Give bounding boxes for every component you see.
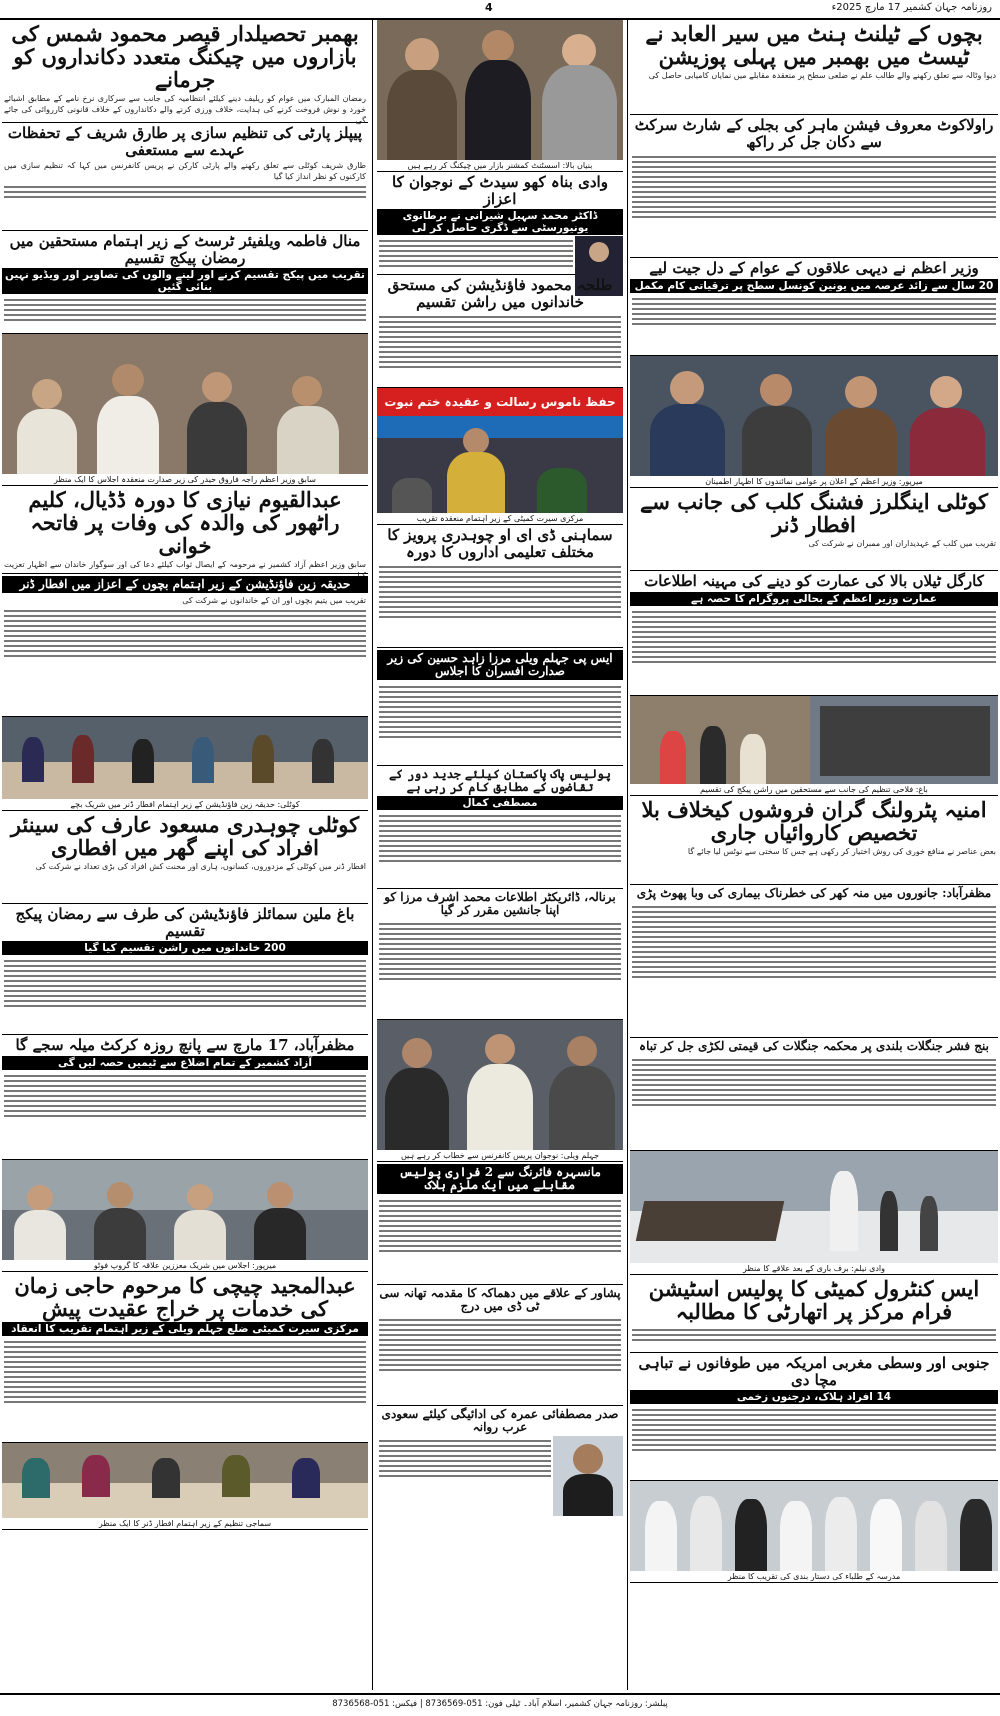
story-body: تقریب میں یتیم بچوں اور ان کے خاندانوں نے شرکت کی	[182, 596, 366, 606]
story-subheadline: مصطفی کمال	[377, 796, 623, 810]
news-story	[377, 768, 623, 889]
story-body: طارق شریف کوٹلی سے تعلق رکھنے والے پارٹی کارکن نے پریس کانفرنس میں کہا کہ تنظیم سازی میں کارکنوں کو نظر انداز کیا گیا	[4, 161, 366, 181]
news-story	[630, 573, 998, 696]
column-rule	[627, 20, 628, 1690]
news-story	[630, 1040, 998, 1151]
story-headline: مانسہرہ فائرنگ سے 2 فراری پولیس مقابلے میں ایک ملزم ہلاک	[377, 1164, 623, 1194]
story-subheadline: عمارت وزیر اعظم کے بحالی پروگرام کا حصہ ہے	[630, 592, 998, 606]
news-story	[377, 1287, 623, 1406]
story-headline: جنوبی اور وسطی مغربی امریکہ میں طوفانوں نے تباہی مچا دی	[638, 1354, 990, 1389]
story-subheadline: 14 افراد ہلاک، درجنوں زخمی	[630, 1390, 998, 1404]
news-photo	[2, 1443, 368, 1518]
photo-caption: کوٹلی: حدیقہ زین فاؤنڈیشن کے زیر اہتمام افطار ڈنر میں شریک بچے	[2, 799, 368, 811]
photo-caption: سماجی تنظیم کے زیر اہتمام افطار ڈنر کا ایک منظر	[2, 1518, 368, 1530]
right-column	[630, 20, 998, 1690]
story-headline: پولیس پاک پاکستان کیلئے جدید دور کے تقاضوں کے مطابق کام کر رہی ہے	[389, 767, 611, 795]
story-body: افطار ڈنر میں کوٹلی کے مزدوروں، کسانوں، ہاری اور محنت کش افراد کی بڑی تعداد نے شرکت کی	[35, 862, 366, 872]
story-body: بعض عناصر نے منافع خوری کی روش اختیار کر رکھی ہے جس کا سختی سے نوٹس لیا جائے گا	[687, 847, 996, 857]
news-story	[2, 488, 368, 574]
story-headline: کوٹلی چوہدری مسعود عارف کی سینئر افراد کی اپنے گھر میں افطاری	[10, 812, 360, 861]
story-headline: منال فاطمہ ویلفیئر ٹرسٹ کے زیر اہتمام مستحقین میں رمضان پیکج تقسیم	[9, 232, 361, 267]
story-headline: پشاور کے علاقے میں دھماکہ کا مقدمہ تھانہ سی ٹی ڈی میں درج	[379, 1286, 621, 1314]
story-headline: کارگل ٹیلاں بالا کی عمارت کو دینے کی مہینہ اطلاعات	[644, 572, 984, 590]
news-photo	[630, 1151, 998, 1263]
story-headline: حدیقہ زین فاؤنڈیشن کے زیر اہتمام بچوں کے اعزاز میں افطار ڈنر	[2, 576, 368, 593]
story-headline: برنالہ، ڈائریکٹر اطلاعات محمد اشرف مرزا کو اپنا جانشین مقرر کر گیا	[384, 890, 616, 918]
story-body: تقریب میں کلب کے عہدیداران اور ممبران نے شرکت کی	[808, 539, 996, 549]
page-header	[0, 0, 1000, 20]
story-subheadline: 200 خاندانوں میں راشن تقسیم کیا گیا	[2, 941, 368, 955]
story-headline: بھمبر تحصیلدار قیصر محمود شمس کی بازاروں میں چیکنگ متعدد دکانداروں کو جرمانے	[11, 21, 359, 93]
photo-caption: سابق وزیر اعظم راجہ فاروق حیدر کی زیر صدارت منعقدہ اجلاس کا ایک منظر	[2, 474, 368, 486]
news-story	[2, 21, 368, 126]
story-headline: امنیہ پٹرولنگ گران فروشوں کیخلاف بلا تخصیص کاروائیاں جاری	[641, 797, 987, 846]
story-headline: سماہنی ڈی ای او چوہدری پرویز کا مختلف تعلیمی اداروں کا دورہ	[387, 526, 613, 561]
news-story	[377, 527, 623, 648]
news-story	[377, 650, 623, 766]
story-subheadline: تقریب میں پیکج تقسیم کرنے اور لینے والوں کی تصاویر اور ویڈیو نہیں بنائی گئیں	[2, 268, 368, 294]
story-headline: ایس کنٹرول کمیٹی کا پولیس اسٹیشن فرام مرکز پر اتھارٹی کا مطالبہ	[648, 1276, 980, 1325]
story-body: دیوا وٹالہ سے تعلق رکھنے والے طالب علم نے ضلعی سطح پر منعقدہ مقابلے میں نمایاں کامیابی حاصل کی	[648, 71, 996, 81]
story-headline: بنج فشر جنگلات بلندی پر محکمہ جنگلات کی قیمتی لکڑی جل کر تباہ	[639, 1039, 989, 1053]
story-headline: مظفرآباد، 17 مارچ سے پانچ روزہ کرکٹ میلہ سجے گا	[15, 1036, 355, 1054]
photo-caption: مرکزی سیرت کمیٹی کے زیر اہتمام منعقدہ تقریب	[377, 513, 623, 525]
story-headline: صدر مصطفائی عمرہ کی ادائیگی کیلئے سعودی عرب روانہ	[381, 1407, 619, 1435]
page-number: 4	[485, 1, 493, 14]
news-photo	[377, 20, 623, 160]
news-story	[630, 260, 998, 356]
news-story	[630, 887, 998, 1038]
banner-text: حفظ ناموس رسالت و عقیدہ ختم نبوت	[377, 388, 623, 416]
news-photo	[630, 356, 998, 476]
news-story	[2, 125, 368, 231]
photo-caption: میرپور: اجلاس میں شریک معززین علاقہ کا گروپ فوٹو	[2, 1260, 368, 1272]
news-story	[630, 1277, 998, 1353]
story-headline: ایس پی جہلم ویلی مرزا زاہد حسین کی زیر صدارت افسران کا اجلاس	[377, 650, 623, 680]
news-story	[630, 490, 998, 571]
story-subheadline: 20 سال سے زائد عرصہ میں یونین کونسل سطح پر ترقیاتی کام مکمل	[630, 279, 998, 293]
news-story	[377, 277, 623, 388]
news-story	[2, 233, 368, 334]
news-story	[377, 1164, 623, 1285]
story-body: سابق وزیر اعظم آزاد کشمیر نے مرحومہ کے ایصال ثواب کیلئے دعا کی اور سوگوار خاندان سے اظہار تعزیت	[4, 560, 366, 570]
photo-caption: وادی نیلم: برف باری کے بعد علاقے کا منظر	[630, 1263, 998, 1275]
portrait-photo	[553, 1436, 623, 1516]
story-headline: وزیر اعظم نے دیہی علاقوں کے عوام کے دل جیت لیے	[649, 259, 979, 277]
news-photo	[630, 696, 998, 784]
story-headline: وادی بناہ کھو سیدٹ کے نوجوان کا اعزاز	[392, 173, 608, 208]
story-headline: کوٹلی اینگلرز فشنگ کلب کی جانب سے افطار ڈنر	[639, 489, 989, 538]
news-story	[630, 1355, 998, 1481]
news-story	[2, 1037, 368, 1160]
column-rule	[372, 20, 373, 1690]
news-photo	[2, 717, 368, 799]
story-subheadline: آزاد کشمیر کے تمام اضلاع سے ٹیمیں حصہ لیں گی	[2, 1056, 368, 1070]
story-headline: عبدالمجید چیچی کا مرحوم حاجی زمان کی خدمات پر خراج عقیدت پیش	[14, 1273, 356, 1322]
masthead-date: روزنامہ جہان کشمیر 17 مارچ 2025ء	[831, 2, 992, 13]
photo-caption: باغ: فلاحی تنظیم کی جانب سے مستحقین میں راشن پیکج کی تقسیم	[630, 784, 998, 796]
news-photo	[2, 334, 368, 474]
photo-caption: بنیاں بالا: اسسٹنٹ کمشنر بازار میں چیکنگ کر رہے ہیں	[377, 160, 623, 172]
news-story	[377, 891, 623, 1020]
story-headline: باغ ملین سمائلز فاؤنڈیشن کی طرف سے رمضان پیکج تقسیم	[15, 905, 355, 940]
news-story	[630, 22, 998, 115]
page-footer: پبلشر: روزنامہ جہان کشمیر، اسلام آباد۔ ٹیلی فون: 051-8736569 | فیکس: 051-8736568	[0, 1693, 1000, 1716]
news-story	[377, 1408, 623, 1518]
news-story	[630, 798, 998, 885]
news-story	[2, 906, 368, 1035]
story-headline: بچوں کے ٹیلنٹ ہنٹ میں سیر العابد نے ٹیسٹ میں بھمبر میں پہلی پوزیشن	[645, 21, 983, 70]
story-body: مرکزی سیرت کمیٹی ضلع جہلم ویلی کے زیر اہتمام تقریب کا انعقاد	[2, 1322, 368, 1336]
story-headline: طلحہ محمود فاؤنڈیشن کی مستحق خاندانوں میں راشن تقسیم	[387, 276, 613, 311]
story-headline: مظفرآباد: جانوروں میں منہ کھر کی خطرناک بیماری کی وبا پھوٹ پڑی	[636, 886, 992, 900]
photo-caption: جہلم ویلی: نوجوان پریس کانفرنس سے خطاب کر رہے ہیں	[377, 1150, 623, 1162]
news-photo	[377, 388, 623, 513]
photo-caption: مدرسہ کے طلباء کی دستار بندی کی تقریب کا منظر	[630, 1571, 998, 1583]
news-photo	[2, 1160, 368, 1260]
story-headline: راولاکوٹ معروف فیشن ماہر کی بجلی کے شارٹ سرکٹ سے دکان جل کر راکھ	[634, 116, 994, 151]
story-body: رمضان المبارک میں عوام کو ریلیف دینے کیلئے انتظامیہ کی جانب سے سرکاری نرخ نامے کے مطابق اشیائے خورد و نوش فروخت کرنے کی ہدایت، خلاف ورزی کرنے والے دکانداروں کے خلاف قانونی کارروائی کی جائے گی	[4, 94, 366, 126]
news-story	[630, 117, 998, 258]
news-photo	[630, 1481, 998, 1571]
news-story	[2, 1274, 368, 1443]
news-story	[2, 813, 368, 904]
news-story	[377, 174, 623, 275]
story-headline: پیپلز پارٹی کی تنظیم سازی پر طارق شریف کے تحفظات عہدے سے مستعفی	[7, 124, 363, 159]
photo-caption: میرپور: وزیر اعظم کے اعلان پر عوامی نمائندوں کا اظہار اطمینان	[630, 476, 998, 488]
news-story	[2, 576, 368, 717]
story-subheadline: ڈاکٹر محمد سہیل شیرانی نے برطانوی یونیورسٹی سے ڈگری حاصل کر لی	[377, 209, 623, 235]
middle-column	[377, 20, 623, 1690]
story-headline: عبدالقیوم نیازی کا دورہ ڈڈیال، کلیم راٹھور کی والدہ کی وفات پر فاتحہ خوانی	[28, 487, 342, 559]
news-photo	[377, 1020, 623, 1150]
left-column	[2, 20, 368, 1690]
